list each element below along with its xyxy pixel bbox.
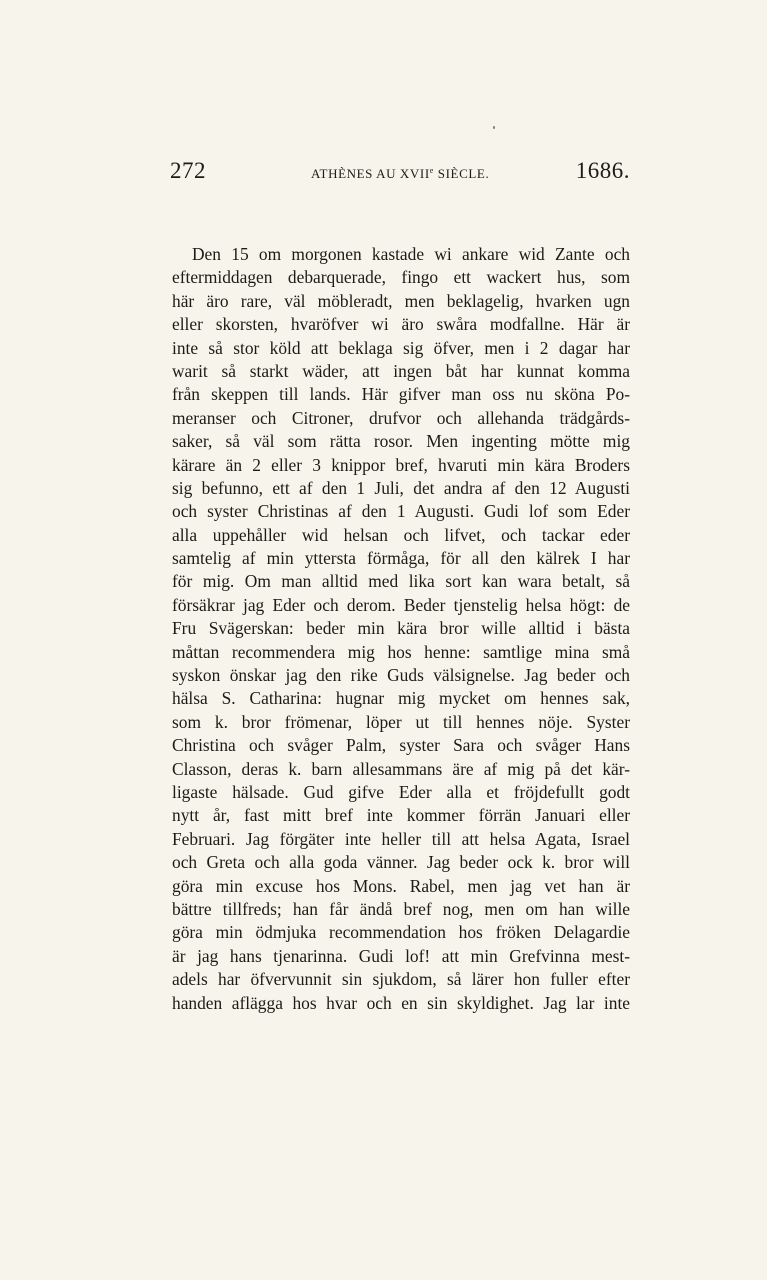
text-line: Christina och svåger Palm, syster Sara och svåger Hans bbox=[172, 735, 630, 756]
text-line: är jag hans tjenarinna. Gudi lof! att min Grefvinna mest- bbox=[172, 945, 630, 966]
running-title bbox=[311, 166, 489, 182]
running-title-prefix: ATHÈNES AU XVII bbox=[311, 166, 430, 181]
text-line: syskon önskar jag den rike Guds välsignelse. Jag beder och bbox=[172, 665, 630, 686]
running-title-superscript: e bbox=[429, 166, 434, 175]
text-line: handen aflägga hos hvar och en sin skyldighet. Jag lar inte bbox=[172, 992, 630, 1013]
text-line: Den 15 om morgonen kastade wi ankare wid Zante och bbox=[192, 244, 630, 264]
text-line: för mig. Om man alltid med lika sort kan wara betalt, så bbox=[172, 571, 630, 592]
text-line: försäkrar jag Eder och derom. Beder tjenstelig helsa högt: de bbox=[172, 594, 630, 615]
text-line: kärare än 2 eller 3 knippor bref, hvaruti min kära Broders bbox=[172, 454, 630, 475]
text-line: hälsa S. Catharina: hugnar mig mycket om hennes sak, bbox=[172, 688, 630, 709]
text-line: samtelig af min yttersta förmåga, för all den kälrek I har bbox=[172, 548, 630, 569]
text-line: sig befunno, ett af den 1 Juli, det andra af den 12 Augusti bbox=[172, 477, 630, 498]
text-line: nytt år, fast mitt bref inte kommer förrän Januari eller bbox=[172, 805, 630, 826]
letter-body bbox=[172, 243, 630, 1015]
text-line: och syster Christinas af den 1 Augusti. Gudi lof som Eder bbox=[172, 501, 630, 522]
text-line: här äro rare, väl möbleradt, men beklagelig, hvarken ugn bbox=[172, 290, 630, 311]
text-line: alla uppehåller wid helsan och lifvet, och tackar eder bbox=[172, 524, 630, 545]
text-line: Fru Svägerskan: beder min kära bror wille alltid i bästa bbox=[172, 618, 630, 639]
text-line: som k. bror frömenar, löper ut till hennes nöje. Syster bbox=[172, 711, 630, 732]
paper-speck bbox=[493, 126, 495, 129]
text-line: eftermiddagen debarquerade, fingo ett wackert hus, som bbox=[172, 267, 630, 288]
text-line: saker, så väl som rätta rosor. Men ingenting mötte mig bbox=[172, 431, 630, 452]
text-line: från skeppen till lands. Här gifver man oss nu sköna Po- bbox=[172, 384, 630, 405]
text-line: eller skorsten, hvaröfver wi äro swåra modfallne. Här är bbox=[172, 314, 630, 335]
text-line: warit så starkt wäder, att ingen båt har kunnat komma bbox=[172, 360, 630, 381]
header-year: 1686. bbox=[575, 158, 630, 183]
text-line: Februari. Jag förgäter inte heller till att helsa Agata, Israel bbox=[172, 828, 630, 849]
text-line: bättre tillfreds; han får ändå bref nog, men om han wille bbox=[172, 898, 630, 919]
text-line: måttan recommendera mig hos henne: samtlige mina små bbox=[172, 641, 630, 662]
text-line: göra min ödmjuka recommendation hos fröken Delagardie bbox=[172, 922, 630, 943]
text-line: Classon, deras k. barn allesammans äre af mig på det kär- bbox=[172, 758, 630, 779]
text-line: göra min excuse hos Mons. Rabel, men jag vet han är bbox=[172, 875, 630, 896]
running-header bbox=[170, 158, 630, 190]
text-line: meranser och Citroner, drufvor och allehanda trädgårds- bbox=[172, 407, 630, 428]
page-number: 272 bbox=[170, 158, 206, 183]
text-line: adels har öfvervunnit sin sjukdom, så lärer hon fuller efter bbox=[172, 969, 630, 990]
text-line: och Greta och alla goda vänner. Jag beder ock k. bror will bbox=[172, 852, 630, 873]
running-title-suffix: SIÈCLE. bbox=[433, 166, 490, 181]
text-line: ligaste hälsade. Gud gifve Eder alla et fröjdefullt godt bbox=[172, 781, 630, 802]
text-line: inte så stor köld att beklaga sig öfver, men i 2 dagar har bbox=[172, 337, 630, 358]
